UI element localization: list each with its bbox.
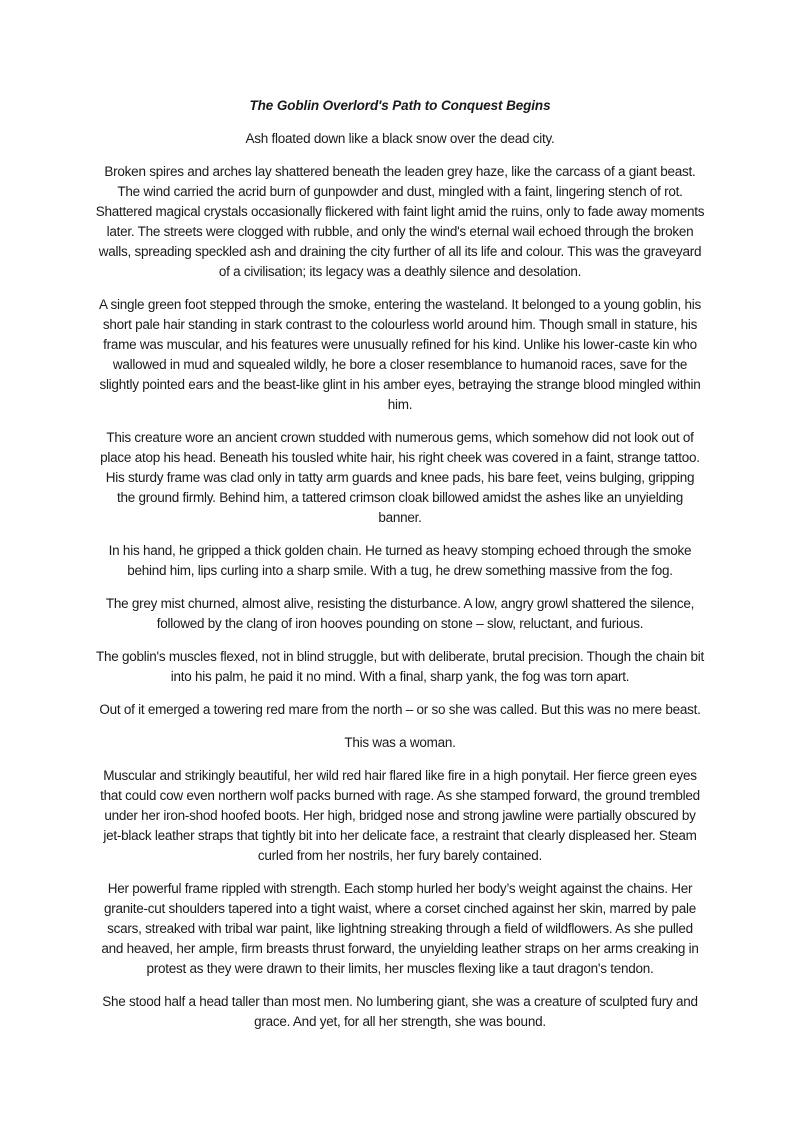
- paragraph-broken-spires: Broken spires and arches lay shattered beneath the leaden grey haze, like the carcass of a giant beast. The wind carried the acrid burn of gunpowder and dust, mingled with a faint, lingering stench of rot. Shattered magical crystals occasionally flickered with faint light amid the ruins, only to fade away moments later. The streets were clogged with rubble, and only the wind's eternal wail echoed through the broken walls, spreading speckled ash and draining the city further of all its life and colour. This was the graveyard of a civilisation; its legacy was a deathly silence and desolation.: [95, 164, 705, 279]
- paragraph-half-head-taller: She stood half a head taller than most men. No lumbering giant, she was a creature of sculpted fury and grace. And yet, for all her strength, she was bound.: [102, 994, 698, 1029]
- paragraph-grey-mist: The grey mist churned, almost alive, resisting the disturbance. A low, angry growl shattered the silence, followed by the clang of iron hooves pounding on stone – slow, reluctant, and furious.: [105, 596, 695, 631]
- paragraph-red-mare: Out of it emerged a towering red mare from the north – or so she was called. But this was no mere beast.: [99, 702, 701, 717]
- paragraph-powerful-frame: Her powerful frame rippled with strength. Each stomp hurled her body’s weight against the chains. Her granite-cut shoulders tapered into a tight waist, where a corset cinched against her skin, marred by pale scars, streaked with tribal war paint, like lightning streaking through a field of wildflowers. As she pulled and heaved, her ample, firm breasts thrust forward, the unyielding leather straps on her arms creaking in protest as they were drawn to their limits, her muscles flexing like a taut dragon's tendon.: [101, 881, 699, 976]
- paragraph-this-was-a-woman: This was a woman.: [344, 735, 456, 750]
- paragraph-ash-intro: Ash floated down like a black snow over the dead city.: [245, 131, 555, 146]
- paragraph-muscles-flexed: The goblin's muscles flexed, not in blind struggle, but with deliberate, brutal precision. Though the chain bit into his palm, he paid it no mind. With a final, sharp yank, the fog was torn apart.: [96, 649, 704, 684]
- paragraph-green-foot: A single green foot stepped through the smoke, entering the wasteland. It belonged to a young goblin, his short pale hair standing in stark contrast to the colourless world around him. Though small in stature, his frame was muscular, and his features were unusually refined for his kind. Unlike his lower-caste kin who wallowed in mud and squealed wildly, he bore a closer resemblance to humanoid races, save for the slightly pointed ears and the beast-like glint in his amber eyes, betraying the strange blood mingled within him.: [99, 297, 701, 412]
- document-title: The Goblin Overlord's Path to Conquest Begins: [249, 98, 551, 113]
- paragraph-golden-chain: In his hand, he gripped a thick golden chain. He turned as heavy stomping echoed through the smoke behind him, lips curling into a sharp smile. With a tug, he drew something massive from the fog.: [108, 543, 692, 578]
- paragraph-muscular-beauty: Muscular and strikingly beautiful, her wild red hair flared like fire in a high ponytail. Her fierce green eyes that could cow even northern wolf packs burned with rage. As she stamped forward, the ground trembled under her iron-shod hoofed boots. Her high, bridged nose and strong jawline were partially obscured by jet-black leather straps that tightly bit into her delicate face, a restraint that clearly displeased her. Steam curled from her nostrils, her fury barely contained.: [100, 768, 700, 863]
- paragraph-ancient-crown: This creature wore an ancient crown studded with numerous gems, which somehow did not look out of place atop his head. Beneath his tousled white hair, his right cheek was covered in a faint, strange tattoo. His sturdy frame was clad only in tatty arm guards and knee pads, his bare feet, veins bulging, gripping the ground firmly. Behind him, a tattered crimson cloak billowed amidst the ashes like an unyielding banner.: [100, 430, 700, 525]
